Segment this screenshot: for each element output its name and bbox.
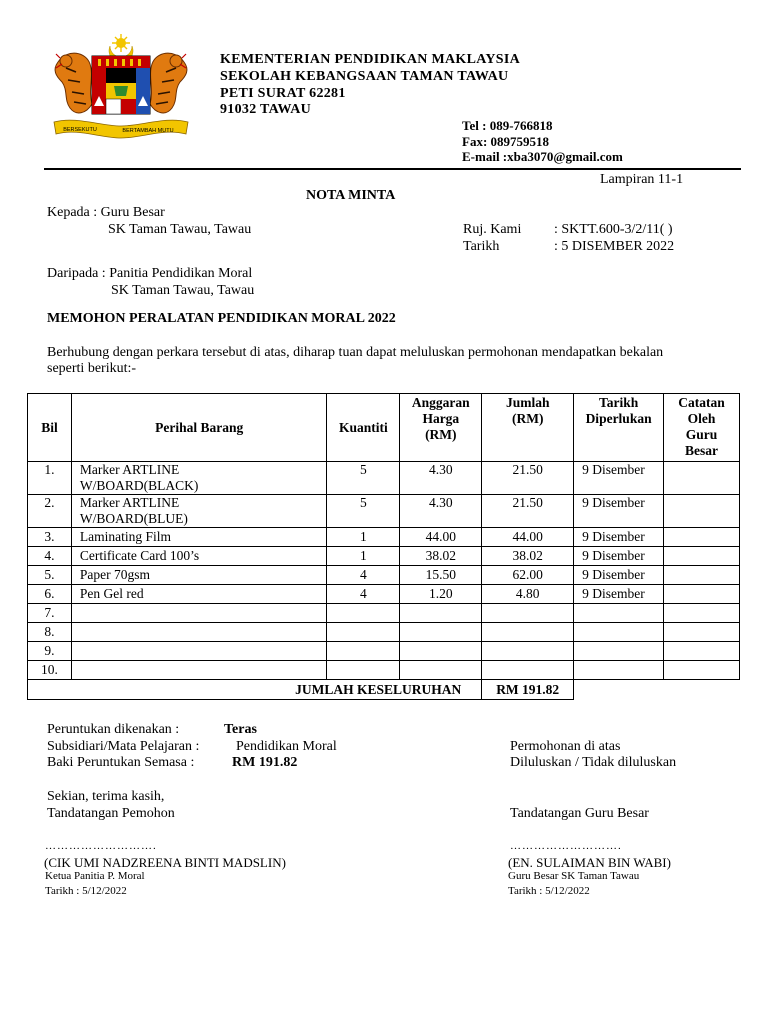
cell-date: 9 Disember <box>574 585 664 604</box>
applicant-signature-line: ………………………. <box>45 840 157 852</box>
cell-total: 21.50 <box>482 495 574 528</box>
date-value: : 5 DISEMBER 2022 <box>554 239 675 254</box>
memo-title: NOTA MINTA <box>306 188 396 203</box>
cell-price: 15.50 <box>400 566 482 585</box>
crest-motto-left: BERSEKUTU <box>63 127 97 133</box>
table-row <box>28 462 740 495</box>
table-row <box>28 528 740 547</box>
cell-date <box>574 623 664 642</box>
table-row <box>28 585 740 604</box>
table-row <box>28 495 740 528</box>
col-header-kuantiti: Kuantiti <box>327 394 400 462</box>
table-row <box>28 566 740 585</box>
telephone: Tel : 089-766818 <box>462 118 553 133</box>
cell-item: Paper 70gsm <box>71 566 326 585</box>
cell-item: Pen Gel red <box>71 585 326 604</box>
table-row <box>28 642 740 661</box>
cell-note <box>664 528 740 547</box>
cell-bil: 9. <box>28 642 72 661</box>
body-line2: seperti berikut:- <box>47 361 137 376</box>
cell-total <box>482 661 574 680</box>
coat-of-arms-logo <box>46 34 196 140</box>
date-label: Tarikh <box>463 239 500 254</box>
allocation-label: Peruntukan dikenakan : <box>47 722 180 737</box>
head-date: Tarikh : 5/12/2022 <box>508 885 590 897</box>
col-header-anggaran: Anggaran Harga (RM) <box>400 394 482 462</box>
recipient-line2: SK Taman Tawau, Tawau <box>108 222 252 237</box>
cell-bil: 3. <box>28 528 72 547</box>
body-line1: Berhubung dengan perkara tersebut di atas, diharap tuan dapat meluluskan permohonan mendapatkan bekalan <box>47 345 664 360</box>
head-name: (EN. SULAIMAN BIN WABI) <box>508 855 671 870</box>
table-header-row <box>28 394 740 462</box>
table-total-row <box>28 680 740 700</box>
cell-item: Marker ARTLINE W/BOARD(BLACK) <box>71 462 326 495</box>
cell-qty: 4 <box>327 566 400 585</box>
cell-note <box>664 623 740 642</box>
cell-price <box>400 623 482 642</box>
cell-qty: 1 <box>327 528 400 547</box>
cell-total <box>482 642 574 661</box>
email: E-mail :xba3070@gmail.com <box>462 149 623 164</box>
head-signature-line: ………………………. <box>510 840 622 852</box>
cell-note <box>664 547 740 566</box>
cell-bil: 1. <box>28 462 72 495</box>
cell-total: 4.80 <box>482 585 574 604</box>
applicant-name: (CIK UMI NADZREENA BINTI MADSLIN) <box>44 855 286 870</box>
ministry-name: KEMENTERIAN PENDIDIKAN MAKLAYSIA <box>220 52 521 67</box>
col-header-tarikh: Tarikh Diperlukan <box>574 394 664 462</box>
cell-total: 38.02 <box>482 547 574 566</box>
cell-item <box>71 661 326 680</box>
approval-line2: Diluluskan / Tidak diluluskan <box>510 755 677 770</box>
header-divider <box>44 168 741 170</box>
cell-price: 1.20 <box>400 585 482 604</box>
cell-bil: 4. <box>28 547 72 566</box>
items-table <box>27 393 740 700</box>
cell-note <box>664 585 740 604</box>
cell-qty: 4 <box>327 585 400 604</box>
cell-bil: 8. <box>28 623 72 642</box>
cell-bil: 10. <box>28 661 72 680</box>
cell-item <box>71 623 326 642</box>
cell-bil: 6. <box>28 585 72 604</box>
cell-item <box>71 604 326 623</box>
total-blank-1 <box>574 680 664 700</box>
col-header-jumlah: Jumlah (RM) <box>482 394 574 462</box>
cell-bil: 5. <box>28 566 72 585</box>
applicant-role: Ketua Panitia P. Moral <box>45 870 145 882</box>
cell-qty: 1 <box>327 547 400 566</box>
cell-note <box>664 642 740 661</box>
reference-label: Ruj. Kami <box>463 222 522 237</box>
cell-date: 9 Disember <box>574 462 664 495</box>
subsidiary-label: Subsidiari/Mata Pelajaran : <box>47 739 200 754</box>
table-row <box>28 547 740 566</box>
cell-bil: 7. <box>28 604 72 623</box>
subsidiary-value: Pendidikan Moral <box>236 739 337 754</box>
cell-price: 38.02 <box>400 547 482 566</box>
cell-date <box>574 661 664 680</box>
po-box: PETI SURAT 62281 <box>220 86 346 101</box>
col-header-catatan: Catatan Oleh Guru Besar <box>664 394 740 462</box>
table-row <box>28 623 740 642</box>
total-value: RM 191.82 <box>482 680 574 700</box>
cell-qty: 5 <box>327 495 400 528</box>
cell-qty <box>327 661 400 680</box>
memo-subject: MEMOHON PERALATAN PENDIDIKAN MORAL 2022 <box>47 311 396 326</box>
lampiran-ref: Lampiran 11-1 <box>600 172 684 187</box>
cell-date: 9 Disember <box>574 566 664 585</box>
school-name: SEKOLAH KEBANGSAAN TAMAN TAWAU <box>220 69 509 84</box>
cell-note <box>664 566 740 585</box>
cell-note <box>664 495 740 528</box>
cell-qty <box>327 604 400 623</box>
sender-line2: SK Taman Tawau, Tawau <box>111 283 255 298</box>
cell-price <box>400 661 482 680</box>
cell-bil: 2. <box>28 495 72 528</box>
cell-note <box>664 462 740 495</box>
fax: Fax: 089759518 <box>462 134 550 149</box>
cell-price <box>400 604 482 623</box>
applicant-date: Tarikh : 5/12/2022 <box>45 885 127 897</box>
cell-item: Marker ARTLINE W/BOARD(BLUE) <box>71 495 326 528</box>
cell-qty <box>327 623 400 642</box>
cell-item: Laminating Film <box>71 528 326 547</box>
head-signature-label: Tandatangan Guru Besar <box>510 806 649 821</box>
reference-value: : SKTT.600-3/2/11( ) <box>554 222 673 237</box>
balance-value: RM 191.82 <box>232 755 298 770</box>
col-header-perihal: Perihal Barang <box>71 394 326 462</box>
cell-qty: 5 <box>327 462 400 495</box>
cell-total <box>482 623 574 642</box>
cell-item: Certificate Card 100’s <box>71 547 326 566</box>
col-header-bil: Bil <box>28 394 72 462</box>
cell-date: 9 Disember <box>574 528 664 547</box>
crest-motto-right: BERTAMBAH MUTU <box>122 128 174 134</box>
total-blank-2 <box>664 680 740 700</box>
recipient-line1: Kepada : Guru Besar <box>47 205 165 220</box>
cell-price: 44.00 <box>400 528 482 547</box>
balance-label: Baki Peruntukan Semasa : <box>47 755 195 770</box>
table-row <box>28 604 740 623</box>
postcode-city: 91032 TAWAU <box>220 102 312 117</box>
applicant-signature-label: Tandatangan Pemohon <box>47 806 175 821</box>
cell-price: 4.30 <box>400 462 482 495</box>
head-role: Guru Besar SK Taman Tawau <box>508 870 640 882</box>
cell-note <box>664 604 740 623</box>
cell-date <box>574 642 664 661</box>
cell-total: 62.00 <box>482 566 574 585</box>
cell-total <box>482 604 574 623</box>
cell-date: 9 Disember <box>574 547 664 566</box>
table-row <box>28 661 740 680</box>
cell-note <box>664 661 740 680</box>
sender-line1: Daripada : Panitia Pendidikan Moral <box>47 266 253 281</box>
cell-price: 4.30 <box>400 495 482 528</box>
cell-total: 21.50 <box>482 462 574 495</box>
cell-date: 9 Disember <box>574 495 664 528</box>
cell-item <box>71 642 326 661</box>
closing-text: Sekian, terima kasih, <box>47 789 165 804</box>
cell-price <box>400 642 482 661</box>
approval-line1: Permohonan di atas <box>510 739 621 754</box>
cell-date <box>574 604 664 623</box>
allocation-value: Teras <box>224 722 257 737</box>
total-label: JUMLAH KESELURUHAN <box>28 680 482 700</box>
cell-total: 44.00 <box>482 528 574 547</box>
cell-qty <box>327 642 400 661</box>
